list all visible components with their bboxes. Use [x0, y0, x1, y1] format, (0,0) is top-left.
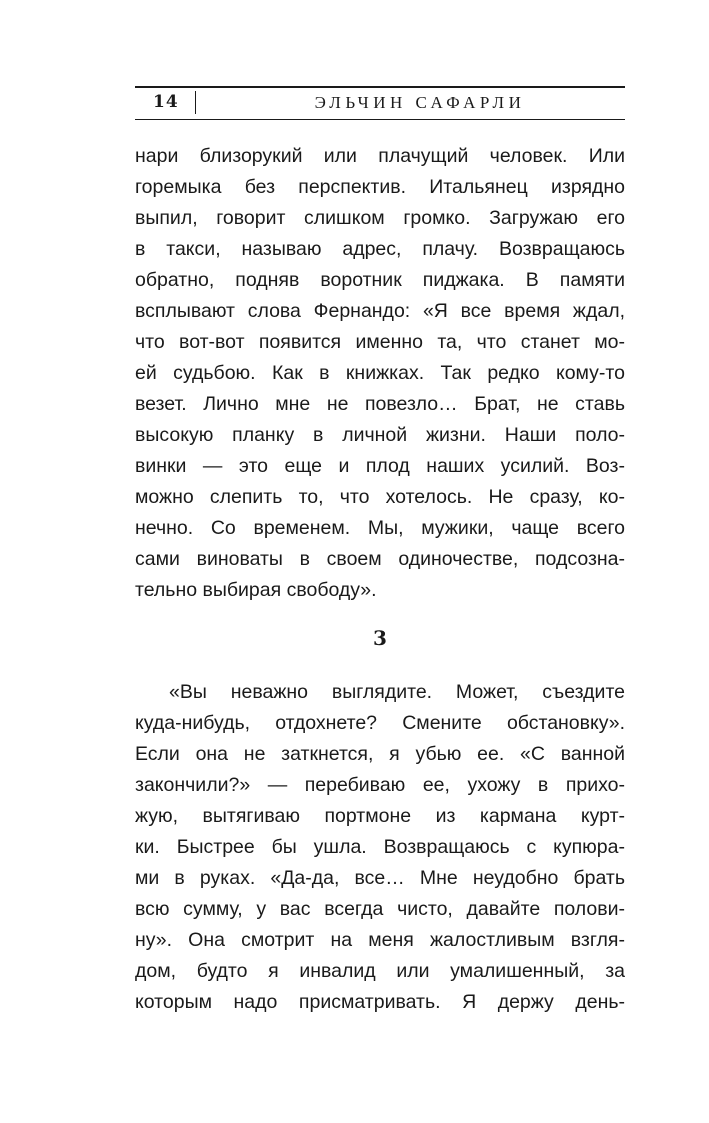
text-line: жую, вытягиваю портмоне из кармана курт- [135, 805, 625, 827]
text-line: винки — это еще и плод наших усилий. Воз- [135, 455, 625, 477]
text-line: всплывают слова Фернандо: «Я все время ждал, [135, 300, 625, 322]
text-line: дом, будто я инвалид или умалишенный, за [135, 960, 625, 982]
header-divider [195, 91, 196, 114]
text-line: высокую планку в личной жизни. Наши поло- [135, 424, 625, 446]
text-line: Если она не заткнется, я убью ее. «С ванной [135, 743, 625, 765]
text-line: ки. Быстрее бы ушла. Возвращаюсь с купюра- [135, 836, 625, 858]
text-line: сами виноваты в своем одиночестве, подсозна- [135, 548, 625, 570]
header-rule-bottom [135, 119, 625, 120]
text-line: нечно. Со временем. Мы, мужики, чаще всего [135, 517, 625, 539]
text-line: обратно, подняв воротник пиджака. В памяти [135, 269, 625, 291]
text-line: «Вы неважно выглядите. Может, съездите [169, 681, 625, 703]
text-line: везет. Лично мне не повезло… Брат, не ставь [135, 393, 625, 415]
header-rule-top [135, 86, 625, 88]
paragraph-1 [135, 141, 625, 606]
paragraph-2 [135, 677, 625, 1018]
text-line: ну». Она смотрит на меня жалостливым взгля- [135, 929, 625, 951]
text-line: которым надо присматривать. Я держу день- [135, 991, 625, 1013]
running-header [135, 86, 625, 122]
text-line: горемыка без перспектив. Итальянец изрядно [135, 176, 625, 198]
text-line: выпил, говорит слишком громко. Загружаю его [135, 207, 625, 229]
text-line: тельно выбирая свободу». [135, 579, 377, 601]
text-line: в такси, называю адрес, плачу. Возвращаюсь [135, 238, 625, 260]
author-name: ЭЛЬЧИН САФАРЛИ [314, 93, 526, 112]
chapter-number: 3 [373, 626, 387, 650]
text-line: закончили?» — перебиваю ее, ухожу в прихо- [135, 774, 625, 796]
text-line: что вот-вот появится именно та, что станет мо- [135, 331, 625, 353]
text-line: можно слепить то, что хотелось. Не сразу, ко- [135, 486, 625, 508]
text-line: ми в руках. «Да-да, все… Мне неудобно брать [135, 867, 625, 889]
page-number: 14 [153, 92, 179, 112]
text-line: ей судьбою. Как в книжках. Так редко кому-то [135, 362, 625, 384]
text-line: нари близорукий или плачущий человек. Или [135, 145, 625, 167]
text-line: куда-нибудь, отдохнете? Смените обстановку». [135, 712, 625, 734]
text-line: всю сумму, у вас всегда чисто, давайте полови- [135, 898, 625, 920]
